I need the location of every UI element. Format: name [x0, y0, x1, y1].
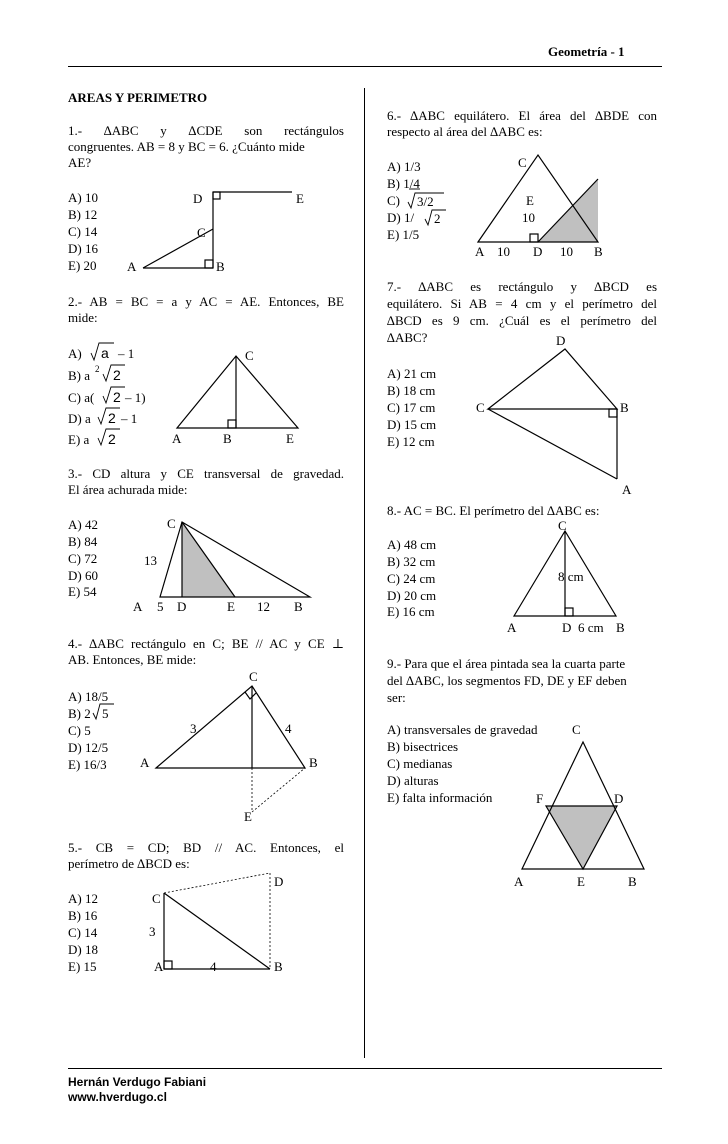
q8-option-a: A) 48 cm [387, 537, 437, 552]
q9-label-b: B [628, 874, 637, 889]
q7-label-d: D [556, 333, 566, 348]
page-header-title: Geometría - 1 [548, 44, 625, 59]
q5-line-1: 5.- CB = CD; BD // AC. Entonces, el [68, 840, 344, 855]
q4-option-d: D) 12/5 [68, 740, 109, 755]
q5-option-d: D) 18 [68, 942, 98, 957]
q9-label-e: E [577, 874, 585, 889]
q7-line-3: ∆BCD es 9 cm. ¿Cuál es el perímetro del [387, 313, 657, 328]
q5-label-a: A [154, 959, 164, 974]
q9-line-3: ser: [387, 690, 406, 705]
q9-label-d: D [614, 791, 624, 806]
q7-option-d: D) 15 cm [387, 417, 437, 432]
q6-label-e: E [526, 193, 534, 208]
q3-option-e: E) 54 [68, 584, 97, 599]
q3-option-d: D) 60 [68, 568, 98, 583]
q2-label-b: B [223, 431, 232, 446]
q2-b-radicand: 2 [113, 367, 121, 383]
q8-label-8cm: 8 cm [558, 569, 584, 584]
q6-label-10-side: 10 [522, 210, 535, 225]
q2-option-d: D) a [68, 411, 91, 426]
q8-option-c: C) 24 cm [387, 571, 436, 586]
q1-label-b: B [216, 259, 225, 274]
q2-d-radicand: 2 [108, 410, 116, 426]
q9-label-f: F [536, 791, 544, 806]
q1-option-a: A) 10 [68, 190, 98, 205]
footer-rule [68, 1068, 662, 1069]
q7-option-b: B) 18 cm [387, 383, 436, 398]
q5-label-d: D [274, 874, 284, 889]
q2-label-c: C [245, 348, 254, 363]
q9-option-c: C) medianas [387, 756, 453, 771]
q3-label-12: 12 [257, 599, 270, 614]
q7-label-b: B [620, 400, 629, 415]
q2-d-tail: – 1 [121, 411, 138, 426]
q6-d-radicand: 2 [434, 211, 441, 226]
q1-line-1: 1.- ∆ABC y ∆CDE son rectángulos [68, 123, 344, 138]
q6-label-c: C [518, 155, 527, 170]
q9-option-b: B) bisectrices [387, 739, 459, 754]
q6-label-a: A [475, 244, 485, 259]
q6-label-b: B [594, 244, 603, 259]
q2-line-1: 2.- AB = BC = a y AC = AE. Entonces, BE [68, 294, 344, 309]
q7-option-e: E) 12 cm [387, 434, 435, 449]
q6-label-d: D [533, 244, 543, 259]
q2-line-2: mide: [68, 310, 98, 325]
q8-label-d: D [562, 620, 572, 635]
q4-label-4: 4 [285, 721, 292, 736]
q7-option-a: A) 21 cm [387, 366, 437, 381]
q1-line-2: congruentes. AB = 8 y BC = 6. ¿Cuánto mide [68, 139, 305, 154]
q7-label-c: C [476, 400, 485, 415]
q5-label-c: C [152, 891, 161, 906]
q5-option-c: C) 14 [68, 925, 98, 940]
q6-c-radicand: 3/2 [417, 194, 434, 209]
section-title: AREAS Y PERIMETRO [68, 90, 208, 105]
q7-line-1: 7.- ∆ABC es rectángulo y ∆BCD es [387, 279, 657, 294]
q2-c-tail: – 1) [125, 390, 146, 405]
q5-option-e: E) 15 [68, 959, 97, 974]
q6-option-e: E) 1/5 [387, 227, 420, 242]
q2-option-b: B) a [68, 368, 91, 383]
footer-site: www.hverdugo.cl [68, 1090, 167, 1104]
q5-option-a: A) 12 [68, 891, 98, 906]
q5-label-b: B [274, 959, 283, 974]
q2-label-a: A [172, 431, 182, 446]
q6-option-a: A) 1/3 [387, 159, 421, 174]
q2-option-e: E) a [68, 432, 90, 447]
q1-option-d: D) 16 [68, 241, 98, 256]
q4-line-1: 4.- ∆ABC rectángulo en C; BE // AC y CE ⊥ [68, 636, 344, 651]
q2-c-radicand: 2 [113, 389, 121, 405]
q1-option-e: E) 20 [68, 258, 97, 273]
q3-label-d: D [177, 599, 187, 614]
q3-label-e: E [227, 599, 235, 614]
q4-b-radicand: 5 [102, 706, 109, 721]
q9-shaded-region [546, 806, 617, 869]
q2-e-radicand: 2 [108, 431, 116, 447]
q8-line-1: 8.- AC = BC. El perímetro del ∆ABC es: [387, 503, 600, 518]
q3-label-a: A [133, 599, 143, 614]
q9-option-e: E) falta información [387, 790, 493, 805]
q6-line-2: respecto al área del ∆ABC es: [387, 124, 543, 139]
q2-option-c: C) a( [68, 390, 95, 405]
q9-option-a: A) transversales de gravedad [387, 722, 538, 737]
q2-option-a: A) [68, 346, 82, 361]
footer-author: Hernán Verdugo Fabiani [68, 1075, 207, 1089]
q8-label-b: B [616, 620, 625, 635]
q4-label-b: B [309, 755, 318, 770]
q2-b-exponent: 2 [95, 364, 100, 374]
q3-option-a: A) 42 [68, 517, 98, 532]
q2-a-radicand: a [101, 345, 109, 361]
q8-option-b: B) 32 cm [387, 554, 436, 569]
q9-label-a: A [514, 874, 524, 889]
q6-line-1: 6.- ∆ABC equilátero. El área del ∆BDE con [387, 108, 657, 123]
q7-line-4: ∆ABC? [387, 330, 428, 345]
q1-label-d: D [193, 191, 203, 206]
q4-option-b: B) 2 [68, 706, 91, 721]
q1-label-c: C [197, 225, 206, 240]
q3-option-c: C) 72 [68, 551, 98, 566]
q3-label-5: 5 [157, 599, 164, 614]
q4-option-a: A) 18/5 [68, 689, 109, 704]
q5-line-2: perímetro de ∆BCD es: [68, 856, 190, 871]
q7-line-2: equilátero. Si AB = 4 cm y el perímetro del [387, 296, 657, 311]
q6-option-d: D) 1/ [387, 210, 415, 225]
q8-option-d: D) 20 cm [387, 588, 437, 603]
q4-label-e: E [244, 809, 252, 824]
q4-line-2: AB. Entonces, BE mide: [68, 652, 197, 667]
q4-label-3: 3 [190, 721, 197, 736]
q5-label-3: 3 [149, 924, 156, 939]
q8-label-a: A [507, 620, 517, 635]
q4-label-c: C [249, 669, 258, 684]
q9-line-1: 9.- Para que el área pintada sea la cuarta parte [387, 656, 626, 671]
q9-option-d: D) alturas [387, 773, 439, 788]
q3-label-13: 13 [144, 553, 157, 568]
q3-line-1: 3.- CD altura y CE transversal de gravedad. [68, 466, 344, 481]
q5-label-4: 4 [210, 959, 217, 974]
q4-label-a: A [140, 755, 150, 770]
q1-option-b: B) 12 [68, 207, 98, 222]
q8-label-6cm: 6 cm [578, 620, 604, 635]
q2-a-tail: – 1 [118, 346, 135, 361]
q3-label-b: B [294, 599, 303, 614]
q7-option-c: C) 17 cm [387, 400, 436, 415]
q2-label-e: E [286, 431, 294, 446]
q4-option-e: E) 16/3 [68, 757, 107, 772]
q6-label-10-ad: 10 [497, 244, 510, 259]
q3-option-b: B) 84 [68, 534, 98, 549]
q8-option-e: E) 16 cm [387, 604, 435, 619]
q5-option-b: B) 16 [68, 908, 98, 923]
q3-label-c: C [167, 516, 176, 531]
q4-option-c: C) 5 [68, 723, 91, 738]
q3-line-2: El área achurada mide: [68, 482, 188, 497]
q6-option-c: C) [387, 193, 400, 208]
q1-option-c: C) 14 [68, 224, 98, 239]
q9-label-c: C [572, 722, 581, 737]
q6-label-10-db: 10 [560, 244, 573, 259]
q6-option-b: B) 1/4 [387, 176, 420, 191]
q1-label-e: E [296, 191, 304, 206]
q1-line-3: AE? [68, 155, 92, 170]
q9-line-2: del ∆ABC, los segmentos FD, DE y EF deben [387, 673, 627, 688]
q8-label-c: C [558, 518, 567, 533]
q7-label-a: A [622, 482, 632, 497]
q1-label-a: A [127, 259, 137, 274]
